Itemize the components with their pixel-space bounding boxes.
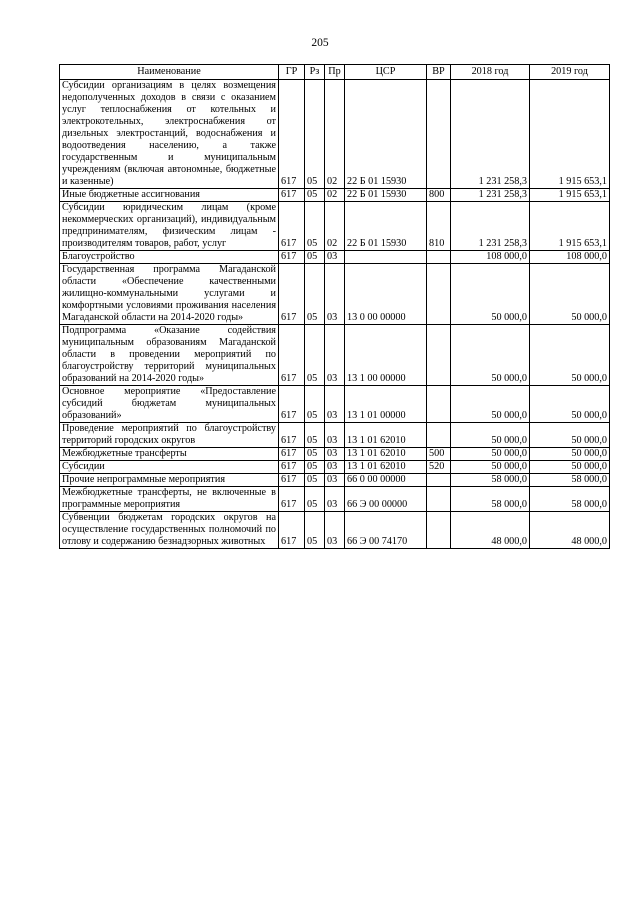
row-csr: 22 Б 01 15930 xyxy=(345,189,427,202)
row-rz: 05 xyxy=(305,386,325,423)
row-amount-2018: 1 231 258,3 xyxy=(451,80,530,189)
row-name: Субсидии организациям в целях возмещения недополученных доходов в связи с оказанием услуг теплоснабжения от котельных и электрокотельных, электроснабжения от дизельных электростанций, водоснабжения и водоотведения населению, а также государственным и муниципальным учреждениям (включая автономные, бюджетные и казенные) xyxy=(60,80,279,189)
row-amount-2018: 1 231 258,3 xyxy=(451,202,530,251)
row-amount-2019: 50 000,0 xyxy=(530,264,610,325)
header-pr: Пр xyxy=(325,65,345,80)
row-amount-2018: 108 000,0 xyxy=(451,251,530,264)
row-amount-2019: 50 000,0 xyxy=(530,386,610,423)
row-amount-2018: 50 000,0 xyxy=(451,386,530,423)
row-pr: 03 xyxy=(325,487,345,512)
row-csr: 13 1 01 62010 xyxy=(345,461,427,474)
row-pr: 03 xyxy=(325,448,345,461)
row-name: Благоустройство xyxy=(60,251,279,264)
page-number: 205 xyxy=(311,37,329,49)
table-row xyxy=(60,448,610,461)
row-csr: 66 0 00 00000 xyxy=(345,474,427,487)
row-csr: 66 Э 00 74170 xyxy=(345,512,427,549)
row-pr: 03 xyxy=(325,325,345,386)
table-row xyxy=(60,487,610,512)
row-vr xyxy=(427,80,451,189)
row-csr: 13 0 00 00000 xyxy=(345,264,427,325)
header-2019: 2019 год xyxy=(530,65,610,80)
row-csr: 13 1 00 00000 xyxy=(345,325,427,386)
row-name: Субсидии xyxy=(60,461,279,474)
header-name: Наименование xyxy=(60,65,279,80)
row-vr: 500 xyxy=(427,448,451,461)
row-csr: 13 1 01 62010 xyxy=(345,423,427,448)
row-amount-2019: 50 000,0 xyxy=(530,423,610,448)
row-amount-2018: 50 000,0 xyxy=(451,461,530,474)
row-gr: 617 xyxy=(279,202,305,251)
row-vr: 800 xyxy=(427,189,451,202)
table-row xyxy=(60,189,610,202)
header-csr: ЦСР xyxy=(345,65,427,80)
row-vr: 520 xyxy=(427,461,451,474)
row-csr: 13 1 01 62010 xyxy=(345,448,427,461)
row-amount-2019: 58 000,0 xyxy=(530,474,610,487)
row-amount-2019: 50 000,0 xyxy=(530,461,610,474)
row-name: Субсидии юридическим лицам (кроме некоммерческих организаций), индивидуальным предпринимателям, физическим лицам - производителям товаров, работ, услуг xyxy=(60,202,279,251)
row-vr xyxy=(427,512,451,549)
row-name: Подпрограмма «Оказание содействия муниципальным образованиям Магаданской области в проведении мероприятий по благоустройству территорий муниципальных образований на 2014-2020 годы» xyxy=(60,325,279,386)
row-pr: 03 xyxy=(325,474,345,487)
row-gr: 617 xyxy=(279,423,305,448)
row-csr: 22 Б 01 15930 xyxy=(345,80,427,189)
row-vr: 810 xyxy=(427,202,451,251)
row-vr xyxy=(427,423,451,448)
table-row xyxy=(60,512,610,549)
row-name: Проведение мероприятий по благоустройству территорий городских округов xyxy=(60,423,279,448)
row-csr: 13 1 01 00000 xyxy=(345,386,427,423)
header-rz: Рз xyxy=(305,65,325,80)
row-name: Прочие непрограммные мероприятия xyxy=(60,474,279,487)
row-gr: 617 xyxy=(279,512,305,549)
table-row xyxy=(60,80,610,189)
row-pr: 03 xyxy=(325,386,345,423)
row-gr: 617 xyxy=(279,474,305,487)
row-gr: 617 xyxy=(279,264,305,325)
table-row xyxy=(60,264,610,325)
row-name: Основное мероприятие «Предоставление субсидий бюджетам муниципальных образований» xyxy=(60,386,279,423)
row-rz: 05 xyxy=(305,325,325,386)
row-amount-2019: 50 000,0 xyxy=(530,448,610,461)
row-name: Межбюджетные трансферты xyxy=(60,448,279,461)
row-csr: 22 Б 01 15930 xyxy=(345,202,427,251)
row-amount-2019: 50 000,0 xyxy=(530,325,610,386)
row-rz: 05 xyxy=(305,80,325,189)
row-amount-2018: 50 000,0 xyxy=(451,423,530,448)
row-amount-2019: 58 000,0 xyxy=(530,487,610,512)
row-amount-2018: 1 231 258,3 xyxy=(451,189,530,202)
row-csr: 66 Э 00 00000 xyxy=(345,487,427,512)
row-amount-2018: 58 000,0 xyxy=(451,474,530,487)
row-vr xyxy=(427,487,451,512)
row-rz: 05 xyxy=(305,251,325,264)
table-row xyxy=(60,325,610,386)
row-gr: 617 xyxy=(279,189,305,202)
row-rz: 05 xyxy=(305,189,325,202)
row-vr xyxy=(427,325,451,386)
row-csr xyxy=(345,251,427,264)
table-header-row xyxy=(60,65,610,80)
row-amount-2019: 108 000,0 xyxy=(530,251,610,264)
budget-table xyxy=(59,64,610,549)
row-amount-2019: 1 915 653,1 xyxy=(530,80,610,189)
row-gr: 617 xyxy=(279,251,305,264)
row-name: Иные бюджетные ассигнования xyxy=(60,189,279,202)
row-pr: 03 xyxy=(325,251,345,264)
row-pr: 03 xyxy=(325,461,345,474)
row-pr: 03 xyxy=(325,423,345,448)
row-amount-2018: 50 000,0 xyxy=(451,325,530,386)
row-gr: 617 xyxy=(279,448,305,461)
row-rz: 05 xyxy=(305,202,325,251)
table-row xyxy=(60,461,610,474)
table-row xyxy=(60,423,610,448)
row-pr: 03 xyxy=(325,264,345,325)
row-rz: 05 xyxy=(305,487,325,512)
row-vr xyxy=(427,386,451,423)
row-rz: 05 xyxy=(305,264,325,325)
table-row xyxy=(60,251,610,264)
row-amount-2018: 50 000,0 xyxy=(451,448,530,461)
row-gr: 617 xyxy=(279,487,305,512)
row-amount-2019: 1 915 653,1 xyxy=(530,189,610,202)
row-amount-2018: 50 000,0 xyxy=(451,264,530,325)
header-vr: ВР xyxy=(427,65,451,80)
row-amount-2018: 48 000,0 xyxy=(451,512,530,549)
row-vr xyxy=(427,251,451,264)
row-rz: 05 xyxy=(305,512,325,549)
row-pr: 03 xyxy=(325,512,345,549)
row-gr: 617 xyxy=(279,461,305,474)
row-rz: 05 xyxy=(305,474,325,487)
row-name: Межбюджетные трансферты, не включенные в программные мероприятия xyxy=(60,487,279,512)
row-gr: 617 xyxy=(279,325,305,386)
row-rz: 05 xyxy=(305,448,325,461)
row-vr xyxy=(427,474,451,487)
row-rz: 05 xyxy=(305,423,325,448)
header-2018: 2018 год xyxy=(451,65,530,80)
row-amount-2018: 58 000,0 xyxy=(451,487,530,512)
table-body xyxy=(60,80,610,549)
row-pr: 02 xyxy=(325,202,345,251)
table-row xyxy=(60,386,610,423)
row-vr xyxy=(427,264,451,325)
row-amount-2019: 1 915 653,1 xyxy=(530,202,610,251)
row-name: Государственная программа Магаданской области «Обеспечение качественными жилищно-коммунальными услугами и комфортными условиями проживания населения Магаданской области на 2014-2020 годы» xyxy=(60,264,279,325)
row-rz: 05 xyxy=(305,461,325,474)
table-row xyxy=(60,474,610,487)
table-row xyxy=(60,202,610,251)
row-gr: 617 xyxy=(279,80,305,189)
row-gr: 617 xyxy=(279,386,305,423)
row-amount-2019: 48 000,0 xyxy=(530,512,610,549)
header-gr: ГР xyxy=(279,65,305,80)
row-pr: 02 xyxy=(325,189,345,202)
row-name: Субвенции бюджетам городских округов на осуществление государственных полномочий по отлову и содержанию безнадзорных животных xyxy=(60,512,279,549)
row-pr: 02 xyxy=(325,80,345,189)
